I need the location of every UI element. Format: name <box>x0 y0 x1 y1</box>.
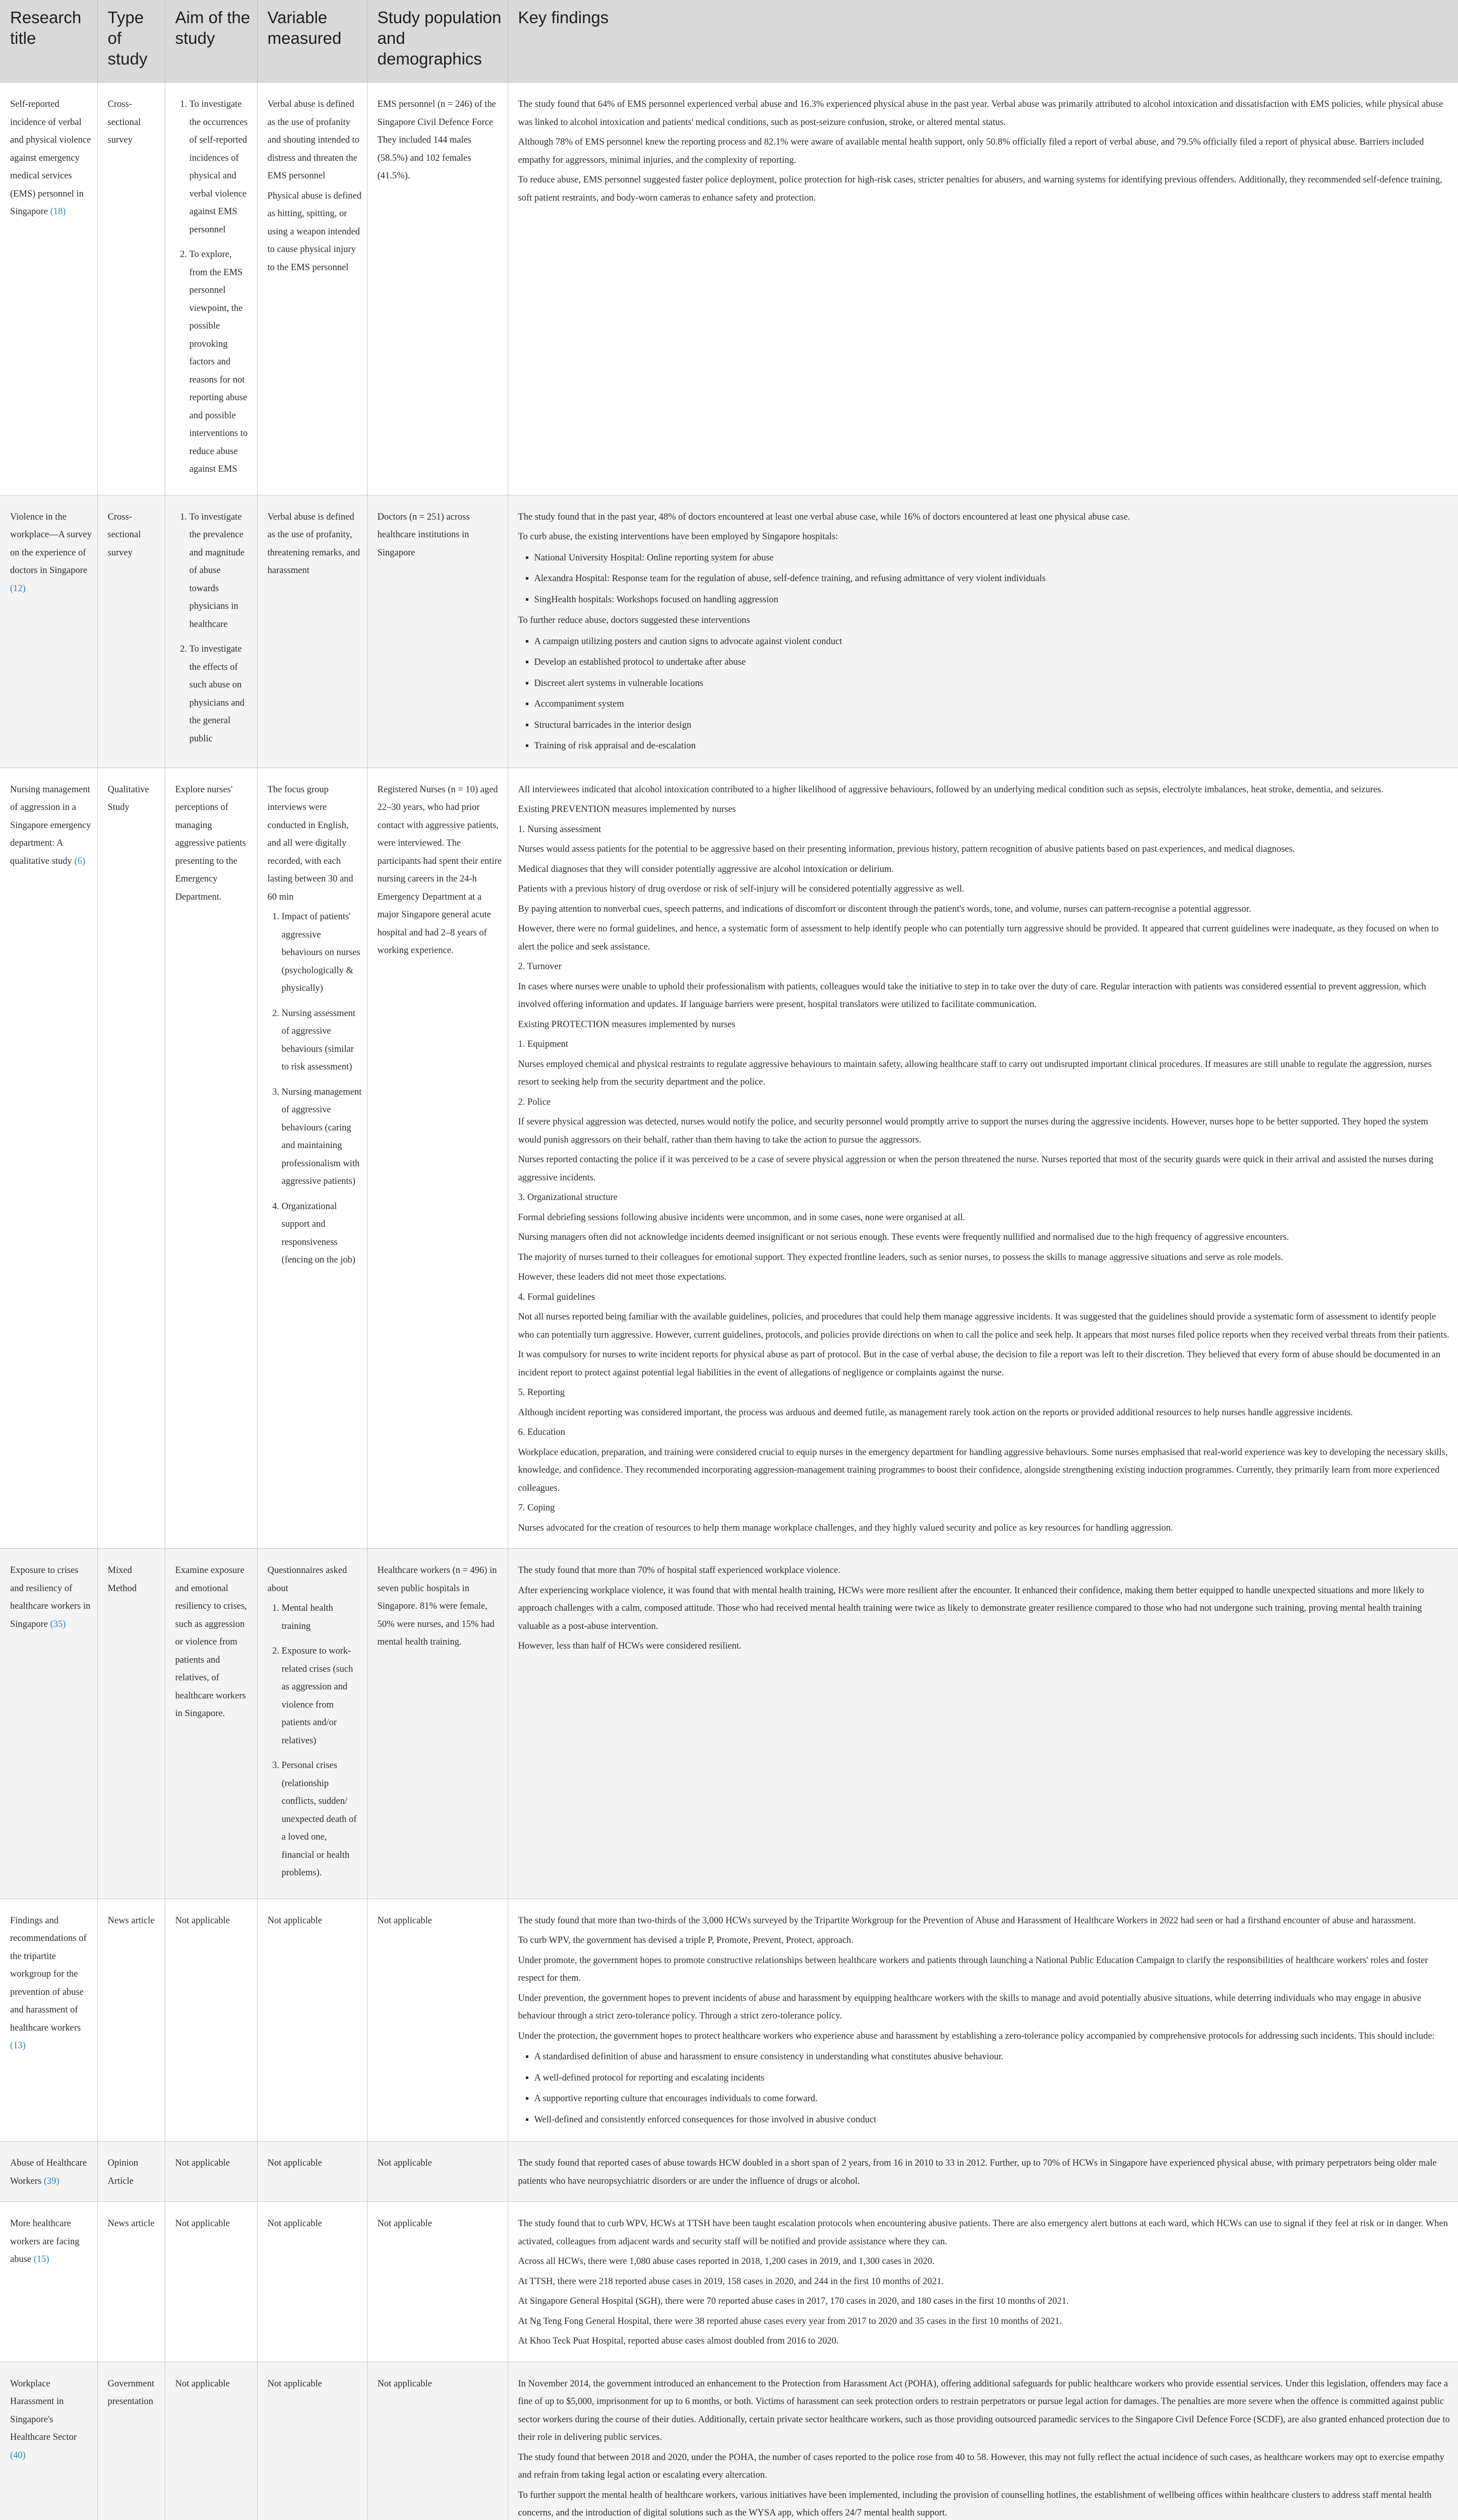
finding-paragraph: Across all HCWs, there were 1,080 abuse cases reported in 2018, 1,200 cases in 2019, and 1,300 cases in 2020. <box>518 2256 935 2266</box>
cell-study-type: News article <box>97 1899 165 2141</box>
reference-link[interactable]: (40) <box>10 2450 26 2461</box>
cell-key-findings <box>508 2362 1458 2520</box>
cell-study-aim <box>165 1549 257 1899</box>
reference-link[interactable]: (6) <box>74 856 86 866</box>
cell-research-title <box>0 2141 97 2202</box>
finding-paragraph: At Ng Teng Fong General Hospital, there were 38 reported abuse cases every year from 2017 to 2020 and 35 cases in the first 10 months of 2021. <box>518 2316 1062 2326</box>
finding-paragraph: It was compulsory for nurses to write incident reports for physical abuse as part of protocol. But in the case of verbal abuse, the decision to file a report was left to their discretion. They believed that every form of abuse should be documented in an incident report to protect against potential legal liabilities in the event of allegations of negligence or complaints against the nurse. <box>518 1350 1441 1378</box>
aim-text: Not applicable <box>175 2219 230 2229</box>
table-row <box>0 1899 1458 2141</box>
aim-list <box>175 96 252 479</box>
finding-paragraph: Although incident reporting was considered important, the process was arduous and deemed futile, as management rarely took action on the reports or provided additional resources to help nurses handle aggressive incidents. <box>518 1407 1353 1418</box>
finding-paragraph: However, less than half of HCWs were considered resilient. <box>518 1641 742 1651</box>
finding-bullet-list <box>518 549 1453 609</box>
research-title-text: Abuse of Healthcare Workers <box>10 2158 87 2186</box>
variable-text: Physical abuse is defined as hitting, spitting, or using a weapon intended to cause physical injury to the EMS personnel <box>267 191 361 273</box>
cell-variable-measured <box>257 495 367 768</box>
finding-paragraph: The study found that reported cases of abuse towards HCW doubled in a short span of 2 years, from 16 in 2010 to 33 in 2012. Further, up to 70% of HCWs in Singapore have experienced physical abuse, with primary perpetrators being older male patients who have neuropsychiatric disorders or are under the influence of drugs or alcohol. <box>518 2158 1437 2186</box>
variable-list <box>268 1600 362 1882</box>
cell-study-aim <box>165 2362 257 2520</box>
finding-paragraph: All interviewees indicated that alcohol intoxication contributed to a higher likelihood of aggressive behaviours, followed by an underlying medical condition such as sepsis, electrolyte imbalances, heat stroke, dementia, and seizures. <box>518 784 1383 795</box>
finding-paragraph: Workplace education, preparation, and training were considered crucial to equip nurses in the emergency department for handling aggressive behaviours. Some nurses emphasised that real-world experience was key to developing the necessary skills, knowledge, and confidence. They recommended incorporating aggression-management training programmes to boost their confidence, alongside strengthening existing induction programmes. Currently, they primarily learn from more experienced colleagues. <box>518 1447 1448 1493</box>
finding-bullet-item: ▪ A supportive reporting culture that encourages individuals to come forward. <box>534 2090 1453 2108</box>
cell-study-population: Not applicable <box>367 2362 508 2520</box>
variable-text: The focus group interviews were conducted in English, and all were digitally recorded, with each lasting between 30 and 60 min <box>267 784 353 902</box>
aim-text: Examine exposure and emotional resiliency to crises, such as aggression or violence from patients and relatives, of healthcare workers in Singapore. <box>175 1565 247 1719</box>
finding-bullet-item: ▪ Structural barricades in the interior design <box>534 717 1453 735</box>
aim-item: 1. To investigate the prevalence and magnitude of abuse towards physicians in healthcare <box>190 509 252 634</box>
table-row <box>0 83 1458 495</box>
finding-paragraph: The study found that in the past year, 48% of doctors encountered at least one verbal abuse case, while 16% of doctors encountered at least one physical abuse case. <box>518 512 1130 522</box>
finding-paragraph: To further support the mental health of healthcare workers, various initiatives have been implemented, including the provision of counselling hotlines, the establishment of wellbeing offices within healthcare clusters to address staff mental health concerns, and the introduction of digital solutions such as the WYSA app, which offers 24/7 mental health support. <box>518 2490 1432 2518</box>
table-row <box>0 2141 1458 2202</box>
finding-paragraph: At Khoo Teck Puat Hospital, reported abuse cases almost doubled from 2016 to 2020. <box>518 2336 839 2346</box>
research-title-text: Findings and recommendations of the tripartite workgroup for the prevention of abuse and harassment of healthcare workers <box>10 1915 87 2033</box>
cell-study-population: Not applicable <box>367 2141 508 2202</box>
cell-study-population: EMS personnel (n = 246) of the Singapore Civil Defence Force They included 144 males (58.5%) and 102 females (41.5%). <box>367 83 508 495</box>
finding-paragraph: The study found that to curb WPV, HCWs at TTSH have been taught escalation protocols when encountering abusive patients. There are also emergency alert buttons at each ward, which HCWs can use to signal if they feel at risk or in danger. When activated, colleagues from adjacent wards and security staff will be notified and provide assistance where they can. <box>518 2219 1448 2247</box>
variable-text: Not applicable <box>267 2378 322 2389</box>
finding-paragraph: 1. Equipment <box>518 1039 569 1049</box>
finding-bullet-list <box>518 2048 1453 2129</box>
finding-paragraph: Although 78% of EMS personnel knew the reporting process and 82.1% were aware of available mental health support, only 50.8% officially filed a report of verbal abuse, and 79.5% officially filed a report of physical abuse. Barriers included empathy for aggressors, minimal injuries, and the complexity of reporting. <box>518 137 1424 165</box>
finding-paragraph: Formal debriefing sessions following abusive incidents were uncommon, and in some cases, none were organised at all. <box>518 1212 965 1223</box>
cell-key-findings <box>508 1899 1458 2141</box>
cell-study-aim <box>165 495 257 768</box>
cell-study-type: News article <box>97 2202 165 2362</box>
header-study-population: Study population and demographics <box>367 0 508 83</box>
finding-bullet-item: ▪ A standardised definition of abuse and harassment to ensure consistency in understanding what constitutes abusive behaviour. <box>534 2048 1453 2066</box>
cell-variable-measured <box>257 2362 367 2520</box>
header-aim-of-study: Aim of the study <box>165 0 257 83</box>
variable-item: 4. Organizational support and responsiveness (fencing on the job) <box>282 1198 362 1270</box>
finding-paragraph: 2. Police <box>518 1097 551 1107</box>
finding-paragraph: Medical diagnoses that they will consider potentially aggressive are alcohol intoxication or delirium. <box>518 864 894 874</box>
finding-paragraph: To reduce abuse, EMS personnel suggested faster police deployment, police protection for high-risk cases, stricter penalties for abusers, and warning systems for identifying previous offenders. Additionally, they recommended self-defence training, soft patient restraints, and body-worn cameras to enhance safety and protection. <box>518 175 1442 203</box>
cell-variable-measured <box>257 2202 367 2362</box>
finding-paragraph: 6. Education <box>518 1427 566 1437</box>
variable-text: Verbal abuse is defined as the use of profanity, threatening remarks, and harassment <box>267 512 360 576</box>
cell-variable-measured <box>257 768 367 1549</box>
finding-bullet-item: ▪ Discreet alert systems in vulnerable locations <box>534 675 1453 693</box>
finding-paragraph: At TTSH, there were 218 reported abuse cases in 2019, 158 cases in 2020, and 244 in the first 10 months of 2021. <box>518 2276 944 2287</box>
cell-variable-measured <box>257 1549 367 1899</box>
finding-paragraph: 3. Organizational structure <box>518 1192 618 1203</box>
table-row <box>0 2362 1458 2520</box>
variable-item: 1. Impact of patients' aggressive behaviours on nurses (psychologically & physically) <box>282 908 362 998</box>
table-row <box>0 2202 1458 2362</box>
finding-paragraph: 2. Turnover <box>518 962 562 972</box>
cell-study-population: Not applicable <box>367 1899 508 2141</box>
finding-paragraph: The study found that more than 70% of hospital staff experienced workplace violence. <box>518 1565 840 1576</box>
cell-key-findings <box>508 768 1458 1549</box>
variable-item: 2. Nursing assessment of aggressive behaviours (similar to risk assessment) <box>282 1005 362 1077</box>
cell-variable-measured <box>257 2141 367 2202</box>
finding-paragraph: However, these leaders did not meet those expectations. <box>518 1272 727 1282</box>
cell-study-type: Opinion Article <box>97 2141 165 2202</box>
finding-bullet-item: ▪ Accompaniment system <box>534 696 1453 714</box>
aim-item: 2. To investigate the effects of such abuse on physicians and the general public <box>190 641 252 748</box>
finding-paragraph: 1. Nursing assessment <box>518 824 601 835</box>
aim-text: Not applicable <box>175 1915 230 1926</box>
research-title-text: Nursing management of aggression in a Singapore emergency department: A qualitative study <box>10 784 91 866</box>
finding-bullet-list <box>518 633 1453 755</box>
finding-paragraph: Not all nurses reported being familiar with the available guidelines, policies, and procedures that could help them manage aggressive incidents. It was suggested that the guidelines should provide a systematic form of assessment to identify people who can potentially turn aggressive. However, current guidelines, protocols, and policies provide directions on when to call the police and seek help. It appears that most nurses filed police reports when they received verbal threats from their patients. <box>518 1312 1449 1340</box>
reference-link[interactable]: (18) <box>50 207 66 217</box>
table-row <box>0 1549 1458 1899</box>
cell-research-title <box>0 2202 97 2362</box>
finding-bullet-item: ▪ Alexandra Hospital: Response team for the regulation of abuse, self-defence training, and refusing admittance of very violent individuals <box>534 570 1453 588</box>
finding-paragraph: By paying attention to nonverbal cues, speech patterns, and indications of discomfort or discontent through the patient's words, tone, and volume, nurses can pattern-recognise a potential aggressor. <box>518 904 1251 914</box>
aim-item: 1. To investigate the occurrences of self-reported incidences of physical and verbal violence against EMS personnel <box>190 96 252 239</box>
finding-paragraph: To further reduce abuse, doctors suggested these interventions <box>518 615 750 625</box>
cell-research-title <box>0 1899 97 2141</box>
table-body <box>0 83 1458 2520</box>
variable-item: 3. Nursing management of aggressive behaviours (caring and maintaining professionalism with aggressive patients) <box>282 1084 362 1191</box>
finding-paragraph: Nurses would assess patients for the potential to be aggressive based on their presenting information, previous history, pattern recognition of abusive patients based on past experiences, and medical diagnoses. <box>518 844 1295 854</box>
finding-paragraph: Nurses reported contacting the police if it was perceived to be a case of severe physical aggression or when the person threatened the nurse. Nurses reported that most of the security guards were quick in their arrival and assisted the nurses during aggressive incidents. <box>518 1155 1433 1183</box>
finding-bullet-item: ▪ A campaign utilizing posters and caution signs to advocate against violent conduct <box>534 633 1453 651</box>
cell-research-title <box>0 2362 97 2520</box>
finding-bullet-item: ▪ National University Hospital: Online reporting system for abuse <box>534 549 1453 568</box>
research-title-text: Violence in the workplace—A survey on the experience of doctors in Singapore <box>10 512 92 576</box>
cell-study-population: Healthcare workers (n = 496) in seven public hospitals in Singapore. 81% were female, 50% were nurses, and 15% had mental health training. <box>367 1549 508 1899</box>
finding-paragraph: Nurses advocated for the creation of resources to help them manage workplace challenges, and they highly valued security and police as key resources for handling aggression. <box>518 1523 1173 1533</box>
research-title-text: Self-reported incidence of verbal and physical violence against emergency medical services (EMS) personnel in Singapore <box>10 99 91 217</box>
reference-link[interactable]: (15) <box>33 2254 49 2264</box>
finding-bullet-item: ▪ Develop an established protocol to undertake after abuse <box>534 654 1453 672</box>
variable-text: Verbal abuse is defined as the use of profanity and shouting intended to distress and threaten the EMS personnel <box>267 99 359 181</box>
cell-study-aim <box>165 83 257 495</box>
finding-paragraph: The study found that 64% of EMS personnel experienced verbal abuse and 16.3% experienced physical abuse in the past year. Verbal abuse was primarily attributed to alcohol intoxication and dissatisfaction with EMS policies, while physical abuse was linked to alcohol intoxication and patients' medical conditions, such as post-seizure confusion, stroke, or altered mental status. <box>518 99 1443 128</box>
finding-paragraph: Existing PREVENTION measures implemented by nurses <box>518 804 736 814</box>
finding-paragraph: The study found that more than two-thirds of the 3,000 HCWs surveyed by the Tripartite Workgroup for the Prevention of Abuse and Harassment of Healthcare Workers in 2022 had seen or had a firsthand encounter of abuse and harassment. <box>518 1915 1416 1926</box>
reference-link[interactable]: (12) <box>10 583 26 594</box>
research-title-text: Exposure to crises and resiliency of healthcare workers in Singapore <box>10 1565 91 1629</box>
finding-paragraph: If severe physical aggression was detected, nurses would notify the police, and security personnel would promptly arrive to support the nurses during the aggressive incidents. However, nurses hope to be better supported. They hoped the system would punish aggressors on their behalf, rather than them having to take the action to pursue the aggressors. <box>518 1117 1428 1145</box>
cell-key-findings <box>508 495 1458 768</box>
cell-study-type: Cross-sectional survey <box>97 495 165 768</box>
finding-paragraph: In November 2014, the government introduced an enhancement to the Protection from Harassment Act (POHA), offering additional safeguards for public healthcare workers who provide essential services. Under this legislation, offenders may face a fine of up to $5,000, imprisonment for up to 6 months, or both. Victims of harassment can seek protection orders to restrain perpetrators or pursue legal action for damages. The penalties are more severe when the offence is committed against public sector workers during the course of their duties. Additionally, certain private sector healthcare workers, such as those providing outsourced paramedic services to the Singapore Civil Defence Force (SCDF), are also granted enhanced protection due to their role in delivering public services. <box>518 2378 1450 2442</box>
finding-paragraph: In cases where nurses were unable to uphold their professionalism with patients, colleagues would take the initiative to step in to take over the duty of care. Regular interaction with patients was considered essential to prevent aggression, which involved offering information and updates. If language barriers were present, hospital translators were utilized to facilitate communication. <box>518 981 1426 1010</box>
finding-paragraph: Under promote, the government hopes to promote constructive relationships between healthcare workers and patients through launching a National Public Education Campaign to clarify the responsibilities of healthcare workers' roles and foster respect for them. <box>518 1955 1428 1983</box>
aim-item: 2. To explore, from the EMS personnel viewpoint, the possible provoking factors and reasons for not reporting abuse and possible interventions to reduce abuse against EMS <box>190 246 252 479</box>
finding-paragraph: 4. Formal guidelines <box>518 1292 595 1302</box>
finding-paragraph: 7. Coping <box>518 1503 555 1513</box>
cell-research-title <box>0 768 97 1549</box>
header-variable-measured: Variable measured <box>257 0 367 83</box>
finding-bullet-item: ▪ Training of risk appraisal and de-escalation <box>534 737 1453 755</box>
finding-paragraph: Patients with a previous history of drug overdose or risk of self-injury will be considered potentially aggressive as well. <box>518 884 964 894</box>
cell-research-title <box>0 1549 97 1899</box>
variable-item: 3. Personal crises (relationship conflicts, sudden/ unexpected death of a loved one, financial or health problems). <box>282 1757 362 1882</box>
header-key-findings: Key findings <box>508 0 1458 83</box>
finding-bullet-item: ▪ Well-defined and consistently enforced consequences for those involved in abusive conduct <box>534 2111 1453 2129</box>
variable-text: Questionnaires asked about <box>267 1565 347 1594</box>
finding-paragraph: The majority of nurses turned to their colleagues for emotional support. They expected frontline leaders, such as senior nurses, to possess the skills to manage aggressive situations and serve as role models. <box>518 1252 1284 1263</box>
cell-study-population: Doctors (n = 251) across healthcare institutions in Singapore <box>367 495 508 768</box>
finding-bullet-item: ▪ A well-defined protocol for reporting and escalating incidents <box>534 2069 1453 2088</box>
cell-study-aim <box>165 1899 257 2141</box>
reference-link[interactable]: (35) <box>50 1619 66 1629</box>
finding-paragraph: To curb WPV, the government has devised a triple P, Promote, Prevent, Protect, approach. <box>518 1935 854 1945</box>
finding-paragraph: 5. Reporting <box>518 1388 565 1398</box>
cell-research-title <box>0 495 97 768</box>
cell-study-type: Government presentation <box>97 2362 165 2520</box>
reference-link[interactable]: (13) <box>10 2041 26 2051</box>
cell-variable-measured <box>257 83 367 495</box>
table-header <box>0 0 1458 83</box>
cell-research-title <box>0 83 97 495</box>
header-research-title: Research title <box>0 0 97 83</box>
finding-paragraph: To curb abuse, the existing interventions have been employed by Singapore hospitals: <box>518 532 838 542</box>
finding-paragraph: Nurses employed chemical and physical restraints to regulate aggressive behaviours to maintain safety, allowing healthcare staff to carry out undisrupted important clinical procedures. If measures are still unable to regulate the aggression, nurses resort to seeking help from the security department and the police. <box>518 1059 1432 1087</box>
research-title-text: Workplace Harassment in Singapore's Healthcare Sector <box>10 2378 77 2442</box>
cell-study-aim <box>165 2202 257 2362</box>
cell-variable-measured <box>257 1899 367 2141</box>
cell-key-findings <box>508 2141 1458 2202</box>
variable-list <box>268 908 362 1270</box>
cell-key-findings <box>508 1549 1458 1899</box>
finding-paragraph: The study found that between 2018 and 2020, under the POHA, the number of cases reported to the police rose from 40 to 58. However, this may not fully reflect the actual incidence of such cases, as healthcare workers may opt to exercise empathy and refrain from taking legal action or escalating every altercation. <box>518 2452 1444 2480</box>
cell-study-population: Not applicable <box>367 2202 508 2362</box>
cell-study-type: Qualitative Study <box>97 768 165 1549</box>
table-row <box>0 495 1458 768</box>
header-row <box>0 0 1458 83</box>
cell-key-findings <box>508 83 1458 495</box>
variable-item: 2. Exposure to work-related crises (such as aggression and violence from patients and/or relatives) <box>282 1643 362 1750</box>
research-title-text: More healthcare workers are facing abuse <box>10 2219 80 2264</box>
finding-paragraph: At Singapore General Hospital (SGH), there were 70 reported abuse cases in 2017, 170 cases in 2020, and 180 cases in the first 10 months of 2021. <box>518 2296 1069 2306</box>
aim-text: Explore nurses' perceptions of managing aggressive patients presenting to the Emergency Department. <box>175 784 246 902</box>
header-type-of-study: Type of study <box>97 0 165 83</box>
aim-list <box>175 509 252 748</box>
variable-text: Not applicable <box>267 1915 322 1926</box>
finding-paragraph: Under the protection, the government hopes to protect healthcare workers who experience abuse and harassment by establishing a zero-tolerance policy accompanied by comprehensive protocols for addressing such incidents. This should include: <box>518 2031 1435 2041</box>
cell-study-type: Mixed Method <box>97 1549 165 1899</box>
cell-study-type: Cross-sectional survey <box>97 83 165 495</box>
table-row <box>0 768 1458 1549</box>
finding-paragraph: Nursing managers often did not acknowledge incidents deemed insignificant or not serious enough. These events were frequently nullified and normalised due to the high frequency of aggressive encounters. <box>518 1232 1289 1242</box>
variable-text: Not applicable <box>267 2158 322 2168</box>
reference-link[interactable]: (39) <box>43 2176 59 2186</box>
cell-study-aim <box>165 768 257 1549</box>
cell-key-findings <box>508 2202 1458 2362</box>
variable-text: Not applicable <box>267 2219 322 2229</box>
aim-text: Not applicable <box>175 2158 230 2168</box>
finding-paragraph: However, there were no formal guidelines, and hence, a systematic form of assessment to help identify people who can potentially turn aggressive should be provided. It appeared that current guidelines were inadequate, as they focused on when to alert the police and seek assistance. <box>518 924 1439 952</box>
cell-study-aim <box>165 2141 257 2202</box>
variable-item: 1. Mental health training <box>282 1600 362 1635</box>
finding-paragraph: Under prevention, the government hopes to prevent incidents of abuse and harassment by equipping healthcare workers with the skills to manage and avoid potentially abusive situations, while deterring individuals who may engage in abusive behaviour through a strict zero-tolerance policy. Through a strict zero-tolerance policy. <box>518 1993 1421 2021</box>
cell-study-population: Registered Nurses (n = 10) aged 22–30 years, who had prior contact with aggressive patients, were interviewed. The participants had spent their entire nursing careers in the 24-h Emergency Department at a major Singapore general acute hospital and had 2–8 years of working experience. <box>367 768 508 1549</box>
finding-paragraph: After experiencing workplace violence, it was found that with mental health training, HCWs were more resilient after the encounter. It enhanced their confidence, making them better equipped to handle unexpected situations and more likely to approach challenges with a calm, composed attitude. Those who had received mental health training were twice as likely to demonstrate greater resilience compared to those who had not undergone such training, proving mental health training valuable as a post-abuse intervention. <box>518 1585 1424 1631</box>
finding-paragraph: Existing PROTECTION measures implemented by nurses <box>518 1019 736 1030</box>
finding-bullet-item: ▪ SingHealth hospitals: Workshops focused on handling aggression <box>534 591 1453 609</box>
aim-text: Not applicable <box>175 2378 230 2389</box>
